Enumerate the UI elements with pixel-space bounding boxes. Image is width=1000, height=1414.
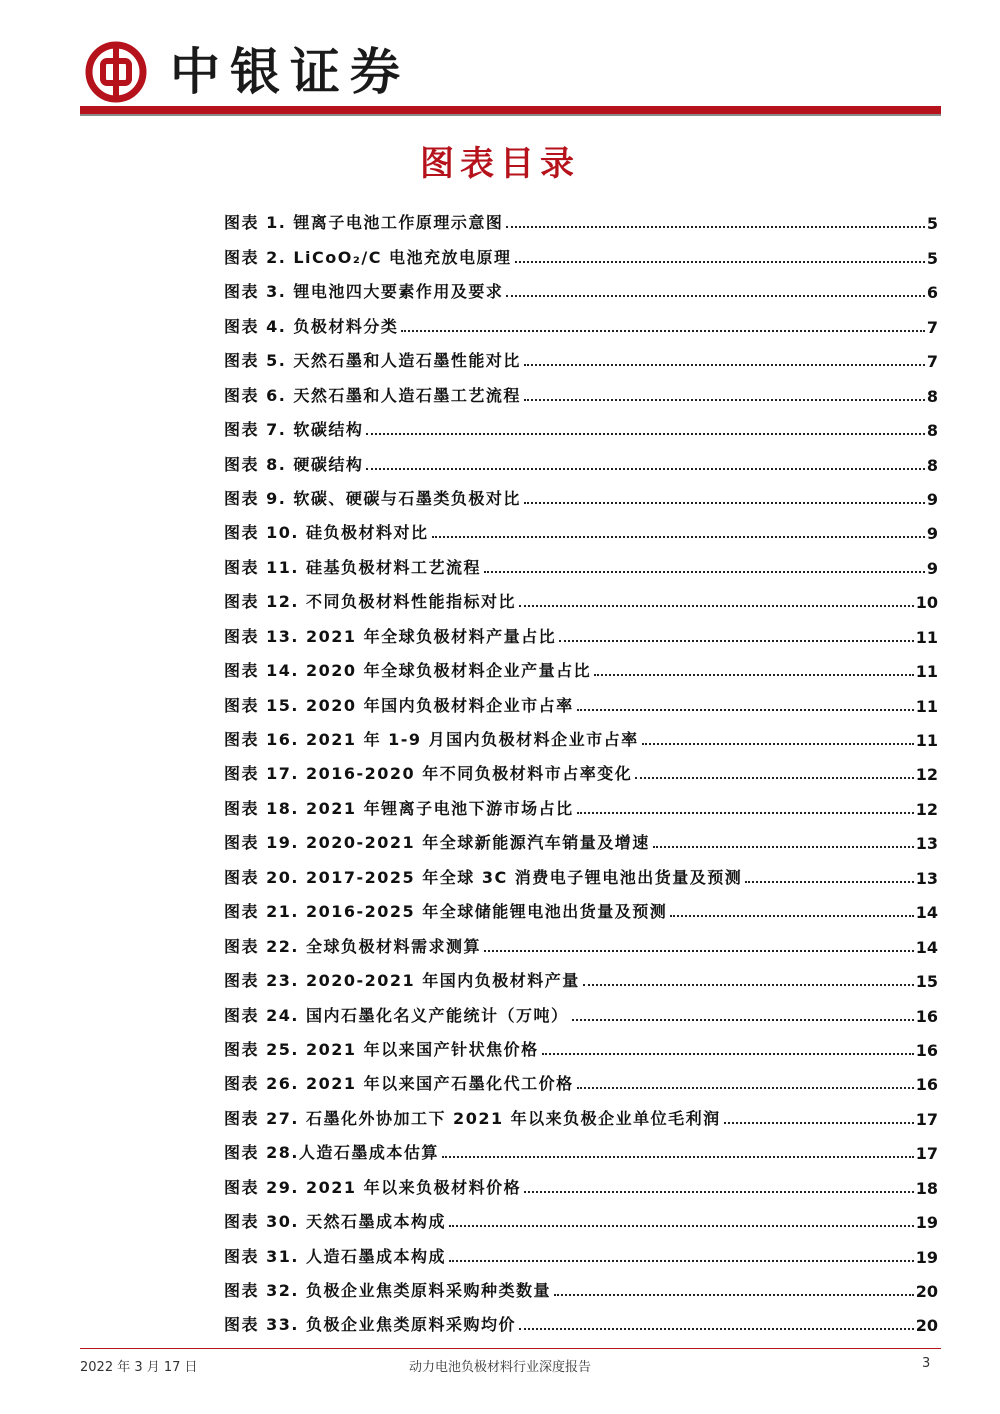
toc-entry-label: 图表 11. 硅基负极材料工艺流程 <box>224 557 481 577</box>
toc-entry[interactable] <box>224 268 938 302</box>
toc-leader-dots <box>583 983 914 986</box>
toc-entry[interactable] <box>224 853 938 887</box>
toc-leader-dots <box>572 1018 914 1021</box>
toc-leader-dots <box>366 432 925 435</box>
toc-entry-label: 图表 3. 锂电池四大要素作用及要求 <box>224 282 504 302</box>
toc-entry-page: 9 <box>926 524 938 544</box>
toc-entry-page: 16 <box>915 1075 938 1095</box>
toc-entry-label: 图表 20. 2017-2025 年全球 3C 消费电子锂电池出货量及预测 <box>224 867 743 887</box>
toc-leader-dots <box>519 604 914 607</box>
toc-leader-dots <box>449 1224 914 1227</box>
page-header <box>80 36 940 116</box>
toc-entry[interactable] <box>224 406 938 440</box>
toc-entry-label: 图表 30. 天然石墨成本构成 <box>224 1212 446 1232</box>
toc-entry-page: 7 <box>926 352 938 372</box>
toc-entry[interactable] <box>224 1026 938 1060</box>
toc-entry-page: 8 <box>926 386 938 406</box>
toc-entry-label: 图表 4. 负极材料分类 <box>224 316 399 336</box>
footer-rule <box>80 1348 941 1349</box>
footer-date: 2022 年 3 月 17 日 <box>80 1360 198 1375</box>
toc-entry-label: 图表 14. 2020 年全球负极材料企业产量占比 <box>224 661 592 681</box>
toc-entry-page: 20 <box>915 1316 938 1336</box>
toc-leader-dots <box>594 673 914 676</box>
toc-entry-page: 7 <box>926 317 938 337</box>
toc-entry-label: 图表 2. LiCoO₂/C 电池充放电原理 <box>224 247 512 267</box>
toc-entry-page: 14 <box>915 937 938 957</box>
figure-toc-list <box>224 199 938 1335</box>
toc-entry[interactable] <box>224 681 938 715</box>
toc-entry-label: 图表 12. 不同负极材料性能指标对比 <box>224 592 516 612</box>
toc-entry[interactable] <box>224 957 938 991</box>
bank-of-china-logo-icon <box>84 40 148 104</box>
header-rule-grey <box>80 114 941 116</box>
toc-leader-dots <box>724 1121 914 1124</box>
toc-leader-dots <box>524 363 925 366</box>
toc-leader-dots <box>577 1086 914 1089</box>
toc-entry-label: 图表 9. 软碳、硬碳与石墨类负极对比 <box>224 488 521 508</box>
toc-entry-label: 图表 19. 2020-2021 年全球新能源汽车销量及增速 <box>224 833 650 853</box>
toc-entry-page: 17 <box>915 1109 938 1129</box>
toc-entry-label: 图表 8. 硬碳结构 <box>224 454 364 474</box>
toc-entry[interactable] <box>224 1129 938 1163</box>
toc-entry-label: 图表 16. 2021 年 1-9 月国内负极材料企业市占率 <box>224 730 639 749</box>
toc-leader-dots <box>524 1190 914 1193</box>
toc-leader-dots <box>524 398 925 401</box>
toc-entry-label: 图表 33. 负极企业焦类原料采购均价 <box>224 1315 516 1335</box>
toc-leader-dots <box>635 776 913 779</box>
toc-entry-label: 图表 32. 负极企业焦类原料采购种类数量 <box>224 1281 551 1300</box>
toc-entry-page: 12 <box>915 799 938 819</box>
toc-leader-dots <box>577 811 914 814</box>
toc-entry-page: 16 <box>915 1006 938 1026</box>
toc-entry-page: 12 <box>915 765 938 785</box>
toc-entry[interactable] <box>224 647 938 681</box>
toc-entry[interactable] <box>224 337 938 371</box>
toc-entry[interactable] <box>224 922 938 956</box>
toc-leader-dots <box>366 467 925 470</box>
toc-entry[interactable] <box>224 1301 938 1335</box>
toc-entry[interactable] <box>224 543 938 577</box>
toc-entry[interactable] <box>224 1094 938 1128</box>
toc-entry-page: 6 <box>926 283 938 303</box>
toc-entry[interactable] <box>224 1267 938 1301</box>
toc-entry-page: 11 <box>915 627 938 647</box>
toc-leader-dots <box>642 742 914 745</box>
toc-leader-dots <box>442 1155 914 1158</box>
toc-leader-dots <box>519 1327 914 1330</box>
toc-entry-page: 10 <box>915 593 938 613</box>
toc-leader-dots <box>432 535 925 538</box>
toc-entry[interactable] <box>224 475 938 509</box>
toc-entry-label: 图表 5. 天然石墨和人造石墨性能对比 <box>224 351 521 371</box>
toc-entry-label: 图表 27. 石墨化外协加工下 2021 年以来负极企业单位毛利润 <box>224 1108 721 1128</box>
toc-leader-dots <box>401 329 925 332</box>
footer-report-title: 动力电池负极材料行业深度报告 <box>408 1360 591 1375</box>
toc-entry-page: 11 <box>915 662 938 682</box>
toc-entry-label: 图表 18. 2021 年锂离子电池下游市场占比 <box>224 798 574 818</box>
toc-entry-page: 5 <box>926 248 938 268</box>
toc-entry-label: 图表 6. 天然石墨和人造石墨工艺流程 <box>224 385 521 405</box>
toc-entry[interactable] <box>224 302 938 336</box>
toc-entry-page: 13 <box>915 868 938 888</box>
toc-entry-page: 5 <box>926 214 938 234</box>
toc-entry-label: 图表 7. 软碳结构 <box>224 420 364 440</box>
toc-leader-dots <box>577 708 914 711</box>
toc-entry-label: 图表 17. 2016-2020 年不同负极材料市占率变化 <box>224 764 633 784</box>
toc-entry-page: 11 <box>915 696 938 716</box>
toc-leader-dots <box>559 639 914 642</box>
toc-entry-page: 8 <box>926 455 938 475</box>
toc-entry[interactable] <box>224 716 938 750</box>
toc-leader-dots <box>484 949 914 952</box>
toc-entry[interactable] <box>224 784 938 818</box>
toc-entry-page: 14 <box>915 903 938 923</box>
toc-entry-page: 19 <box>915 1247 938 1267</box>
toc-entry[interactable] <box>224 819 938 853</box>
toc-entry-label: 图表 15. 2020 年国内负极材料企业市占率 <box>224 695 574 715</box>
toc-entry-label: 图表 26. 2021 年以来国产石墨化代工价格 <box>224 1074 574 1094</box>
toc-entry-page: 19 <box>915 1213 938 1233</box>
toc-entry-label: 图表 24. 国内石墨化名义产能统计（万吨） <box>224 1005 569 1025</box>
toc-entry-page: 16 <box>915 1040 938 1060</box>
toc-entry-page: 18 <box>915 1178 938 1198</box>
brand-name: 中银证券 <box>170 42 410 101</box>
toc-entry-page: 20 <box>915 1282 938 1301</box>
toc-leader-dots <box>506 225 925 228</box>
toc-entry-page: 11 <box>915 731 938 750</box>
toc-leader-dots <box>515 260 925 263</box>
toc-leader-dots <box>506 294 925 297</box>
toc-entry-page: 17 <box>915 1144 938 1164</box>
toc-entry[interactable] <box>224 1198 938 1232</box>
toc-entry[interactable] <box>224 578 938 612</box>
toc-entry-label: 图表 10. 硅负极材料对比 <box>224 523 429 543</box>
toc-leader-dots <box>449 1259 914 1262</box>
toc-entry-label: 图表 31. 人造石墨成本构成 <box>224 1246 446 1266</box>
toc-leader-dots <box>484 570 925 573</box>
toc-entry[interactable] <box>224 440 938 474</box>
toc-entry-label: 图表 25. 2021 年以来国产针状焦价格 <box>224 1039 539 1059</box>
toc-entry[interactable] <box>224 1163 938 1197</box>
toc-entry-label: 图表 23. 2020-2021 年国内负极材料产量 <box>224 971 580 991</box>
toc-entry[interactable] <box>224 888 938 922</box>
toc-leader-dots <box>554 1293 914 1296</box>
toc-entry-page: 13 <box>915 834 938 854</box>
toc-entry[interactable] <box>224 991 938 1025</box>
toc-leader-dots <box>542 1052 914 1055</box>
toc-entry-page: 8 <box>926 421 938 441</box>
toc-entry[interactable] <box>224 612 938 646</box>
footer-page-number: 3 <box>922 1356 931 1371</box>
toc-entry[interactable] <box>224 750 938 784</box>
toc-leader-dots <box>653 845 914 848</box>
toc-entry[interactable] <box>224 1060 938 1094</box>
toc-entry-page: 9 <box>926 489 938 509</box>
toc-leader-dots <box>524 501 925 504</box>
toc-entry[interactable] <box>224 233 938 267</box>
toc-entry-label: 图表 1. 锂离子电池工作原理示意图 <box>224 213 504 233</box>
toc-leader-dots <box>670 914 913 917</box>
toc-entry[interactable] <box>224 1232 938 1266</box>
toc-entry-page: 9 <box>926 558 938 578</box>
toc-entry-page: 15 <box>915 972 938 992</box>
toc-entry-label: 图表 22. 全球负极材料需求测算 <box>224 936 481 956</box>
toc-entry-label: 图表 21. 2016-2025 年全球储能锂电池出货量及预测 <box>224 902 668 922</box>
header-rule-red <box>80 106 941 114</box>
toc-title: 图表目录 <box>420 144 580 184</box>
toc-entry-label: 图表 13. 2021 年全球负极材料产量占比 <box>224 626 557 646</box>
toc-entry[interactable] <box>224 371 938 405</box>
toc-entry[interactable] <box>224 509 938 543</box>
toc-entry[interactable] <box>224 199 938 233</box>
toc-entry-label: 图表 28.人造石墨成本估算 <box>224 1143 439 1163</box>
toc-entry-label: 图表 29. 2021 年以来负极材料价格 <box>224 1177 522 1197</box>
toc-leader-dots <box>745 880 913 883</box>
